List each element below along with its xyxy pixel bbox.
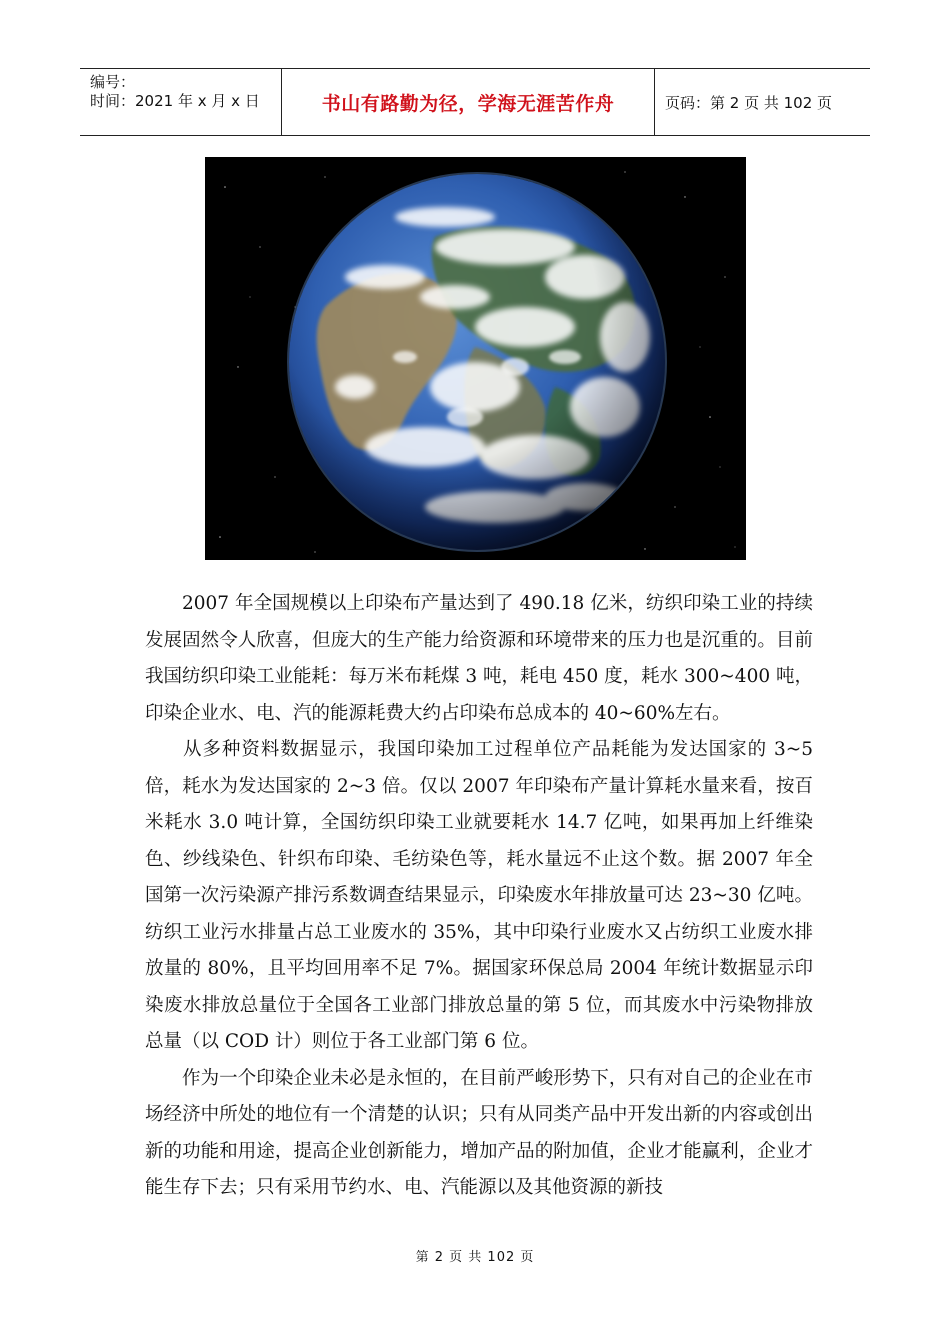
page-info: 页码：第 2 页 共 102 页 <box>665 93 833 112</box>
paragraph-3-text: 作为一个印染企业未必是永恒的，在目前严峻形势下，只有对自己的企业在市场经济中所处的地位有一个清楚的认识；只有从同类产品中开发出新的内容或创出新的功能和用途，提高企业创新能力，增加产品的附加值，企业才能赢利，企业才能生存下去；只有采用节约水、电、汽能源以及其他资源的新技 <box>145 1067 813 1198</box>
motto-text: 书山有路勤为径，学海无涯苦作舟 <box>321 92 615 115</box>
page-footer <box>0 1246 950 1265</box>
paragraph-3 <box>145 1061 813 1207</box>
paragraph-1-text: 2007 年全国规模以上印染布产量达到了 490.18 亿米，纺织印染工业的持续发展固然令人欣喜，但庞大的生产能力给资源和环境带来的压力也是沉重的。目前我国纺织印染工业能耗：每万米布耗煤 3 吨，耗电 450 度，耗水 300~400 吨，印染企业水、电、汽的能源耗费大约占印染布总成本的 40~60%左右。 <box>145 593 813 724</box>
footer-page-label: 第 2 页 共 102 页 <box>415 1250 535 1265</box>
paragraph-2-text: 从多种资料数据显示，我国印染加工过程单位产品耗能为发达国家的 3~5 倍，耗水为发达国家的 2~3 倍。仅以 2007 年印染布产量计算耗水量来看，按百米耗水 3.0 吨计算，全国纺织印染工业就要耗水 14.7 亿吨，如果再加上纤维染色、纱线染色、针织布印染、毛纺染色等，耗水量远不止这个数。据 2007 年全国第一次污染源产排污系数调查结果显示，印染废水年排放量可达 23~30 亿吨。纺织工业污水排量占总工业废水的 35%，其中印染行业废水又占纺织工业废水排放量的 80%，且平均回用率不足 7%。据国家环保总局 2004 年统计数据显示印染废水排放总量位于全国各工业部门排放总量的第 5 位，而其废水中污染物排放总量（以 COD 计）则位于各工业部门第 6 位。 <box>145 739 813 1052</box>
header-left-cell <box>80 69 282 135</box>
paragraph-1 <box>145 586 813 732</box>
date-label: 时间：2021 年 x 月 x 日 <box>90 92 260 110</box>
document-header <box>80 68 870 136</box>
paragraph-2 <box>145 732 813 1061</box>
header-motto-cell <box>282 69 655 135</box>
body-text <box>145 586 813 1207</box>
number-label: 编号： <box>90 73 136 91</box>
earth-globe-icon <box>205 157 746 560</box>
earth-photo <box>205 157 746 560</box>
header-page-cell <box>655 69 870 135</box>
